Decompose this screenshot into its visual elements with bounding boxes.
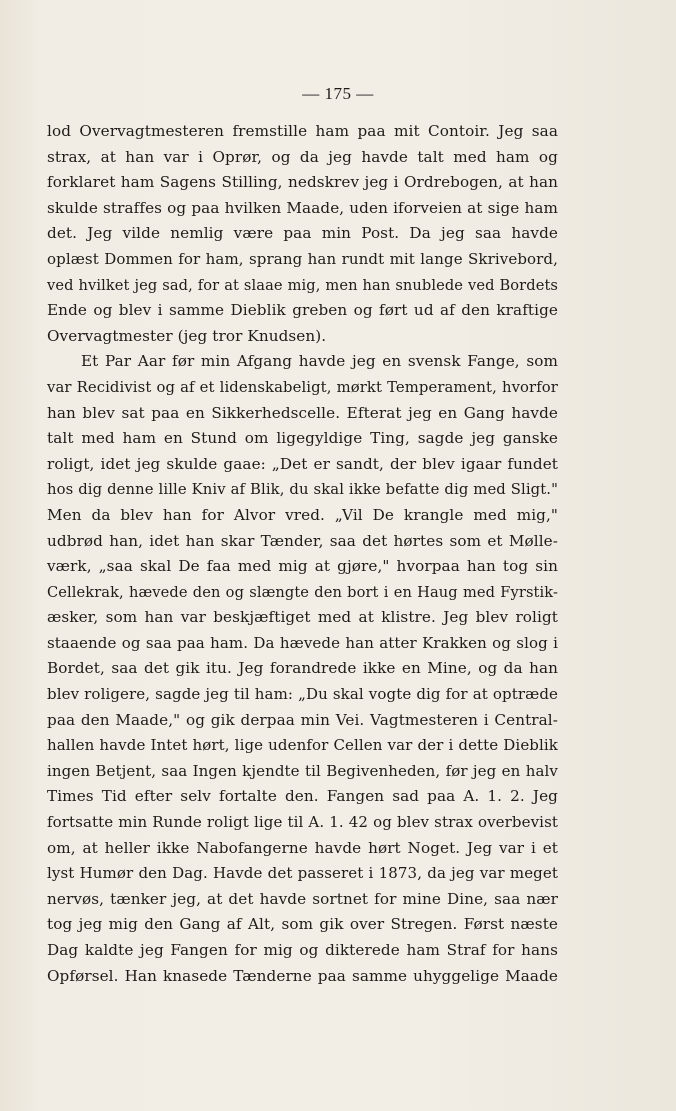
text-line: Cellekrak, hævede den og slængte den bort i en Haug med Fyrstik- [47,583,558,601]
text-line: talt med ham en Stund om ligegyldige Ting, sagde jeg ganske [47,429,558,448]
text-line: forklaret ham Sagens Stilling, nedskrev jeg i Ordrebogen, at han [47,173,558,192]
text-line: staaende og saa paa ham. Da hævede han atter Krakken og slog i [47,633,558,652]
text-line: han blev sat paa en Sikkerhedscelle. Efterat jeg en Gang havde [47,403,558,422]
text-line: roligt, idet jeg skulde gaae: „Det er sandt, der blev igaar fundet [47,454,558,473]
text-line: lod Overvagtmesteren fremstille ham paa mit Contoir. Jeg saa [47,122,558,140]
text-line: Bordet, saa det gik itu. Jeg forandrede ikke en Mine, og da han [47,659,558,678]
text-line: Opførsel. Han knasede Tænderne paa samme uhyggelige Maade [47,966,558,985]
text-line: skulde straffes og paa hvilken Maade, uden iforveien at sige ham [47,198,558,217]
text-line: hallen havde Intet hørt, lige udenfor Cellen var der i dette Dieblik [47,736,558,755]
page-number: — 175 — [302,84,374,103]
text-line: fortsatte min Runde roligt lige til A. 1. 42 og blev strax overbevist [47,813,558,832]
text-line: Et Par Aar før min Afgang havde jeg en svensk Fange, som [81,352,558,371]
text-line: tog jeg mig den Gang af Alt, som gik over Stregen. Først næste [47,915,558,934]
text-line: Dag kaldte jeg Fangen for mig og dikterede ham Straf for hans [47,941,558,959]
text-line: udbrød han, idet han skar Tænder, saa det hørtes som et Mølle- [47,531,558,550]
text-line: ingen Betjent, saa Ingen kjendte til Begivenheden, før jeg en halv [47,761,558,780]
text-line: lyst Humør den Dag. Havde det passeret i 1873, da jeg var meget [47,864,558,883]
text-line: paa den Maade," og gik derpaa min Vei. Vagtmesteren i Central- [47,710,558,729]
text-line: nervøs, tænker jeg, at det havde sortnet for mine Dine, saa nær [47,889,558,908]
text-line: Times Tid efter selv fortalte den. Fangen sad paa A. 1. 2. Jeg [47,787,558,806]
text-line: blev roligere, sagde jeg til ham: „Du skal vogte dig for at optræde [47,685,558,704]
text-line: Ende og blev i samme Dieblik greben og ført ud af den kraftige [47,301,558,320]
text-line: det. Jeg vilde nemlig være paa min Post. Da jeg saa havde [47,224,558,243]
text-line: æsker, som han var beskjæftiget med at klistre. Jeg blev roligt [47,608,558,627]
text-line: oplæst Dommen for ham, sprang han rundt mit lange Skrivebord, [47,249,558,268]
text-line: strax, at han var i Oprør, og da jeg havde talt med ham og [47,147,558,166]
text-line: var Recidivist og af et lidenskabeligt, mørkt Temperament, hvorfor [47,378,558,396]
body-text [47,119,558,989]
text-line: ved hvilket jeg sad, for at slaae mig, men han snublede ved Bordets [47,276,558,294]
text-line: Overvagtmester (jeg tror Knudsen). [47,326,327,345]
text-line: Men da blev han for Alvor vred. „Vil De krangle med mig," [47,505,558,524]
text-line: om, at heller ikke Nabofangerne havde hørt Noget. Jeg var i et [47,838,558,857]
text-line: hos dig denne lille Kniv af Blik, du skal ikke befatte dig med Sligt." [47,481,558,499]
text-line: værk, „saa skal De faa med mig at gjøre," hvorpaa han tog sin [47,557,558,576]
